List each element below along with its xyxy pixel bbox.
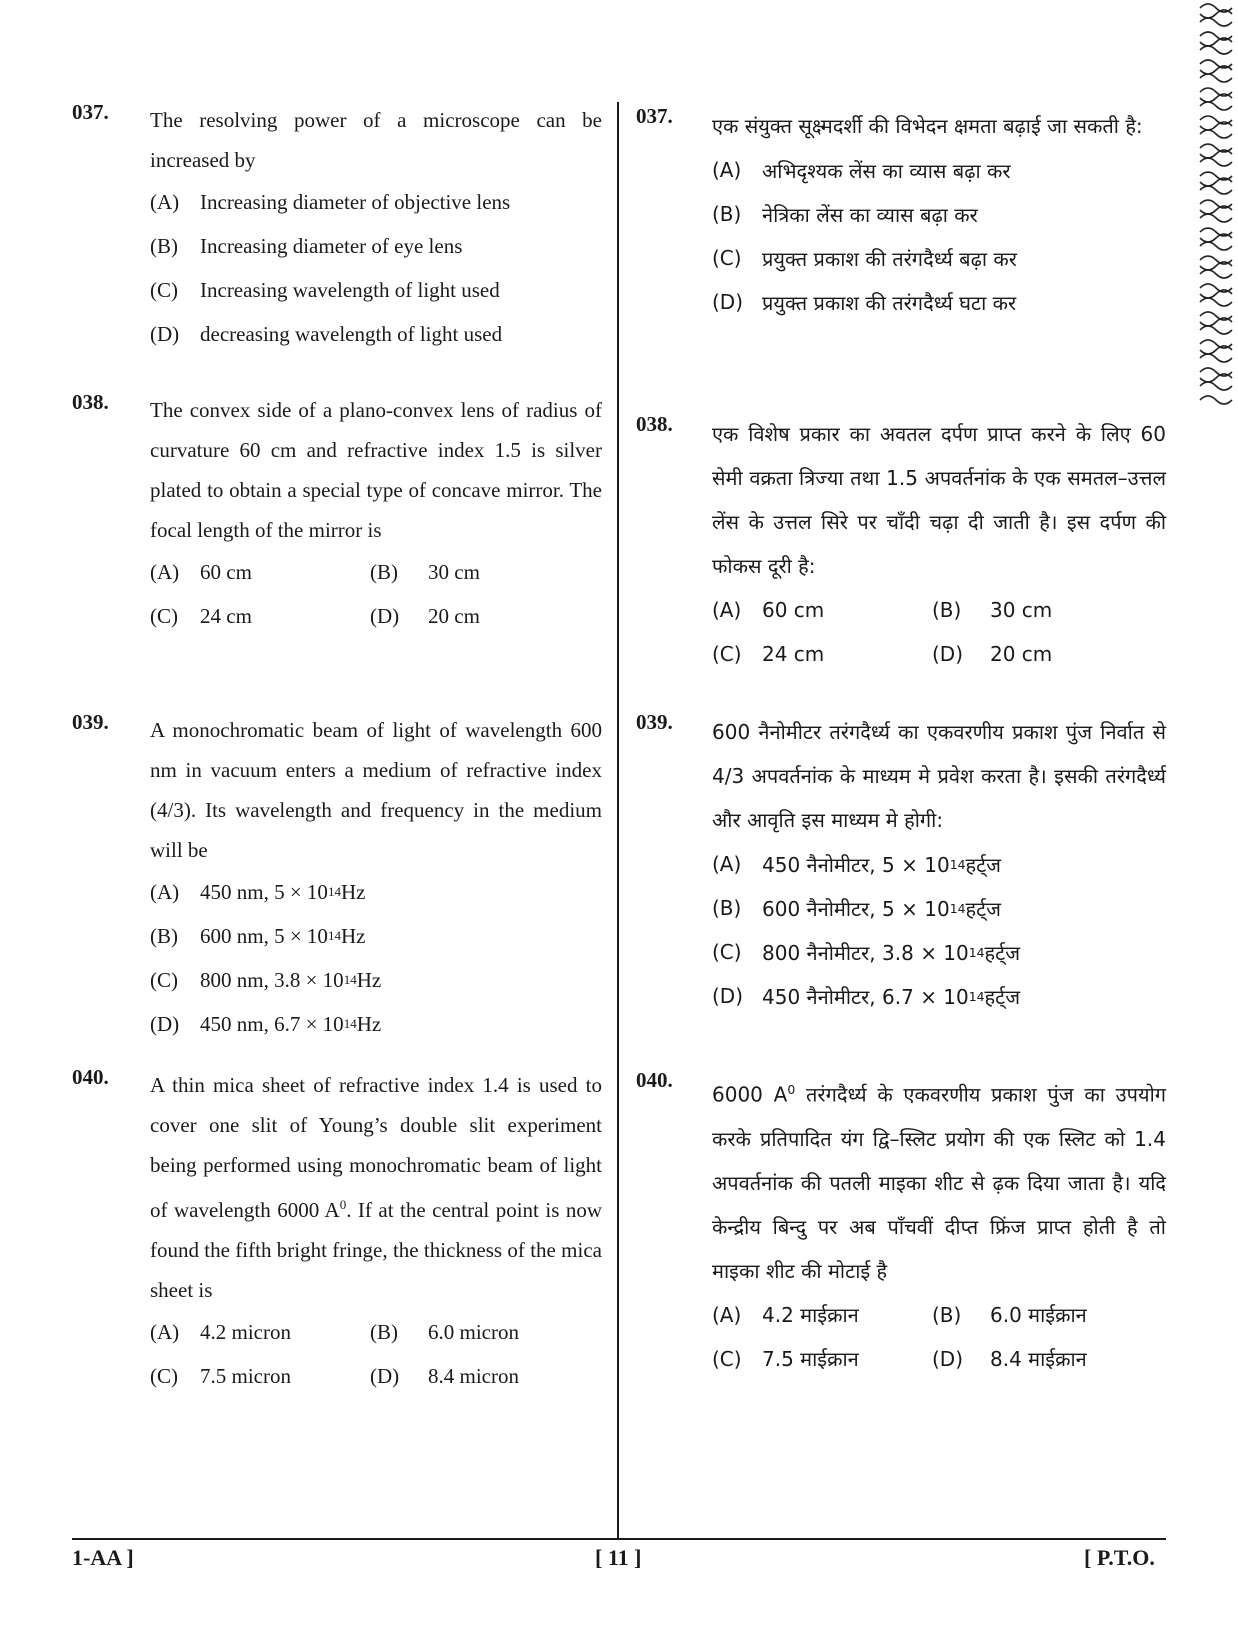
footer-rule	[72, 1538, 1166, 1540]
booklet-code: 1-AA ]	[72, 1545, 134, 1570]
question-text: एक विशेष प्रकार का अवतल दर्पण प्राप्त करने के लिए 60 सेमी वक्रता त्रिज्या तथा 1.5 अपवर्तनांक के एक समतल–उत्तल लेंस के उत्तल सिरे पर चाँदी चढ़ा दी जाती है। इस दर्पण की फोकस दूरी है:	[712, 422, 1166, 578]
option-d[interactable]: (D) 450 nm, 6.7 × 10 14 Hz	[150, 1011, 382, 1036]
option-c[interactable]: (C) 24 cm	[150, 603, 252, 628]
question-37-en	[72, 100, 602, 356]
question-number: 037.	[72, 100, 109, 124]
option-c[interactable]: (C) 7.5 micron	[150, 1363, 291, 1388]
option-a[interactable]: (A) 450 nm, 5 × 10 14 Hz	[150, 879, 366, 904]
question-38-en	[72, 390, 602, 638]
option-a[interactable]: (A) अभिदृश्यक लेंस का व्यास बढ़ा कर	[712, 158, 1011, 183]
question-text: The resolving power of a microscope can be increased by	[150, 108, 602, 172]
question-text: एक संयुक्त सूक्ष्मदर्शी की विभेदन क्षमता बढ़ाई जा सकती है:	[712, 114, 1143, 138]
page-number: [ 11 ]	[595, 1545, 642, 1570]
question-number: 039.	[636, 710, 673, 734]
options-list	[150, 550, 602, 638]
question-number: 040.	[636, 1068, 673, 1092]
options-list	[712, 842, 1166, 1018]
option-a[interactable]: (A) 60 cm	[712, 598, 825, 622]
option-d[interactable]: (D) 20 cm	[370, 603, 480, 628]
option-a[interactable]: (A) 60 cm	[150, 559, 252, 584]
option-b[interactable]: (B) 6.0 माईक्रान	[932, 1302, 1087, 1328]
pto-label: [ P.T.O.	[1084, 1545, 1155, 1570]
column-divider	[617, 102, 619, 1539]
question-37-hi	[636, 104, 1166, 324]
option-a[interactable]: (A) 4.2 micron	[150, 1319, 291, 1344]
question-number: 039.	[72, 710, 109, 734]
options-list	[712, 148, 1166, 324]
chain-border-ornament-icon	[1194, 0, 1238, 410]
option-c[interactable]: (C) 800 nm, 3.8 × 10 14 Hz	[150, 967, 382, 992]
option-b[interactable]: (B) 600 नैनोमीटर, 5 × 10 14 हर्ट्ज	[712, 896, 1002, 921]
option-d[interactable]: (D) प्रयुक्त प्रकाश की तरंगदैर्ध्य घटा कर	[712, 290, 1017, 315]
options-list	[712, 588, 1166, 676]
option-c[interactable]: (C) प्रयुक्त प्रकाश की तरंगदैर्ध्य बढ़ा कर	[712, 246, 1017, 271]
options-list	[150, 870, 602, 1046]
question-text: The convex side of a plano-convex lens of radius of curvature 60 cm and refractive index 1.5 is silver plated to obtain a special type of concave mirror. The focal length of the mirror is	[150, 398, 602, 542]
question-text: A thin mica sheet of refractive index 1.4 is used to cover one slit of Young’s double slit experiment being performed using monochromatic beam of light of wavelength 6000 $A^0$. If at the central point is now found the fifth bright fringe, the thickness of the mica sheet is	[150, 1073, 603, 1302]
option-a[interactable]: (A) Increasing diameter of objective lens	[150, 189, 511, 214]
option-d[interactable]: (D) 8.4 माईक्रान	[932, 1346, 1087, 1372]
option-d[interactable]: (D) decreasing wavelength of light used	[150, 321, 503, 346]
options-list	[150, 180, 602, 356]
question-text: A monochromatic beam of light of wavelength 600 nm in vacuum enters a medium of refractive index (4/3). Its wavelength and frequency in the medium will be	[150, 718, 602, 862]
option-c[interactable]: (C) Increasing wavelength of light used	[150, 277, 500, 302]
question-text: 6000 $A^0$ तरंगदैर्ध्य के एकवरणीय प्रकाश पुंज का उपयोग करके प्रतिपादित यंग द्वि–स्लिट प्रयोग की एक स्लिट को 1.4 अपवर्तनांक की पतली माइका शीट से ढ़क दिया जाता है। यदि केन्द्रीय बिन्दु पर अब पाँचवीं दीप्त फ्रिंज प्राप्त होती है तो माइका शीट की मोटाई है	[712, 1082, 1167, 1283]
options-list	[712, 1293, 1166, 1381]
option-b[interactable]: (B) 30 cm	[932, 598, 1053, 622]
question-number: 038.	[72, 390, 109, 414]
option-b[interactable]: (B) 6.0 micron	[370, 1319, 519, 1344]
option-d[interactable]: (D) 450 नैनोमीटर, 6.7 × 10 14 हर्ट्ज	[712, 984, 1021, 1009]
question-39-hi	[636, 710, 1166, 1018]
option-a[interactable]: (A) 450 नैनोमीटर, 5 × 10 14 हर्ट्ज	[712, 852, 1002, 877]
option-c[interactable]: (C) 800 नैनोमीटर, 3.8 × 10 14 हर्ट्ज	[712, 940, 1021, 965]
question-39-en	[72, 710, 602, 1046]
question-number: 037.	[636, 104, 673, 128]
question-number: 040.	[72, 1065, 109, 1089]
option-d[interactable]: (D) 20 cm	[932, 642, 1053, 666]
options-list	[150, 1310, 602, 1398]
option-d[interactable]: (D) 8.4 micron	[370, 1363, 519, 1388]
question-number: 038.	[636, 412, 673, 436]
option-b[interactable]: (B) 600 nm, 5 × 10 14 Hz	[150, 923, 366, 948]
question-40-hi	[636, 1068, 1166, 1381]
question-38-hi	[636, 412, 1166, 676]
option-b[interactable]: (B) 30 cm	[370, 559, 480, 584]
question-text: 600 नैनोमीटर तरंगदैर्ध्य का एकवरणीय प्रकाश पुंज निर्वात से 4/3 अपवर्तनांक के माध्यम मे प्रवेश करता है। इसकी तरंगदैर्ध्य और आवृति इस माध्यम मे होगी:	[712, 720, 1166, 832]
option-c[interactable]: (C) 24 cm	[712, 642, 825, 666]
option-b[interactable]: (B) नेत्रिका लेंस का व्यास बढ़ा कर	[712, 202, 978, 227]
option-a[interactable]: (A) 4.2 माईक्रान	[712, 1302, 859, 1328]
question-40-en	[72, 1065, 602, 1398]
option-b[interactable]: (B) Increasing diameter of eye lens	[150, 233, 463, 258]
option-c[interactable]: (C) 7.5 माईक्रान	[712, 1346, 859, 1372]
